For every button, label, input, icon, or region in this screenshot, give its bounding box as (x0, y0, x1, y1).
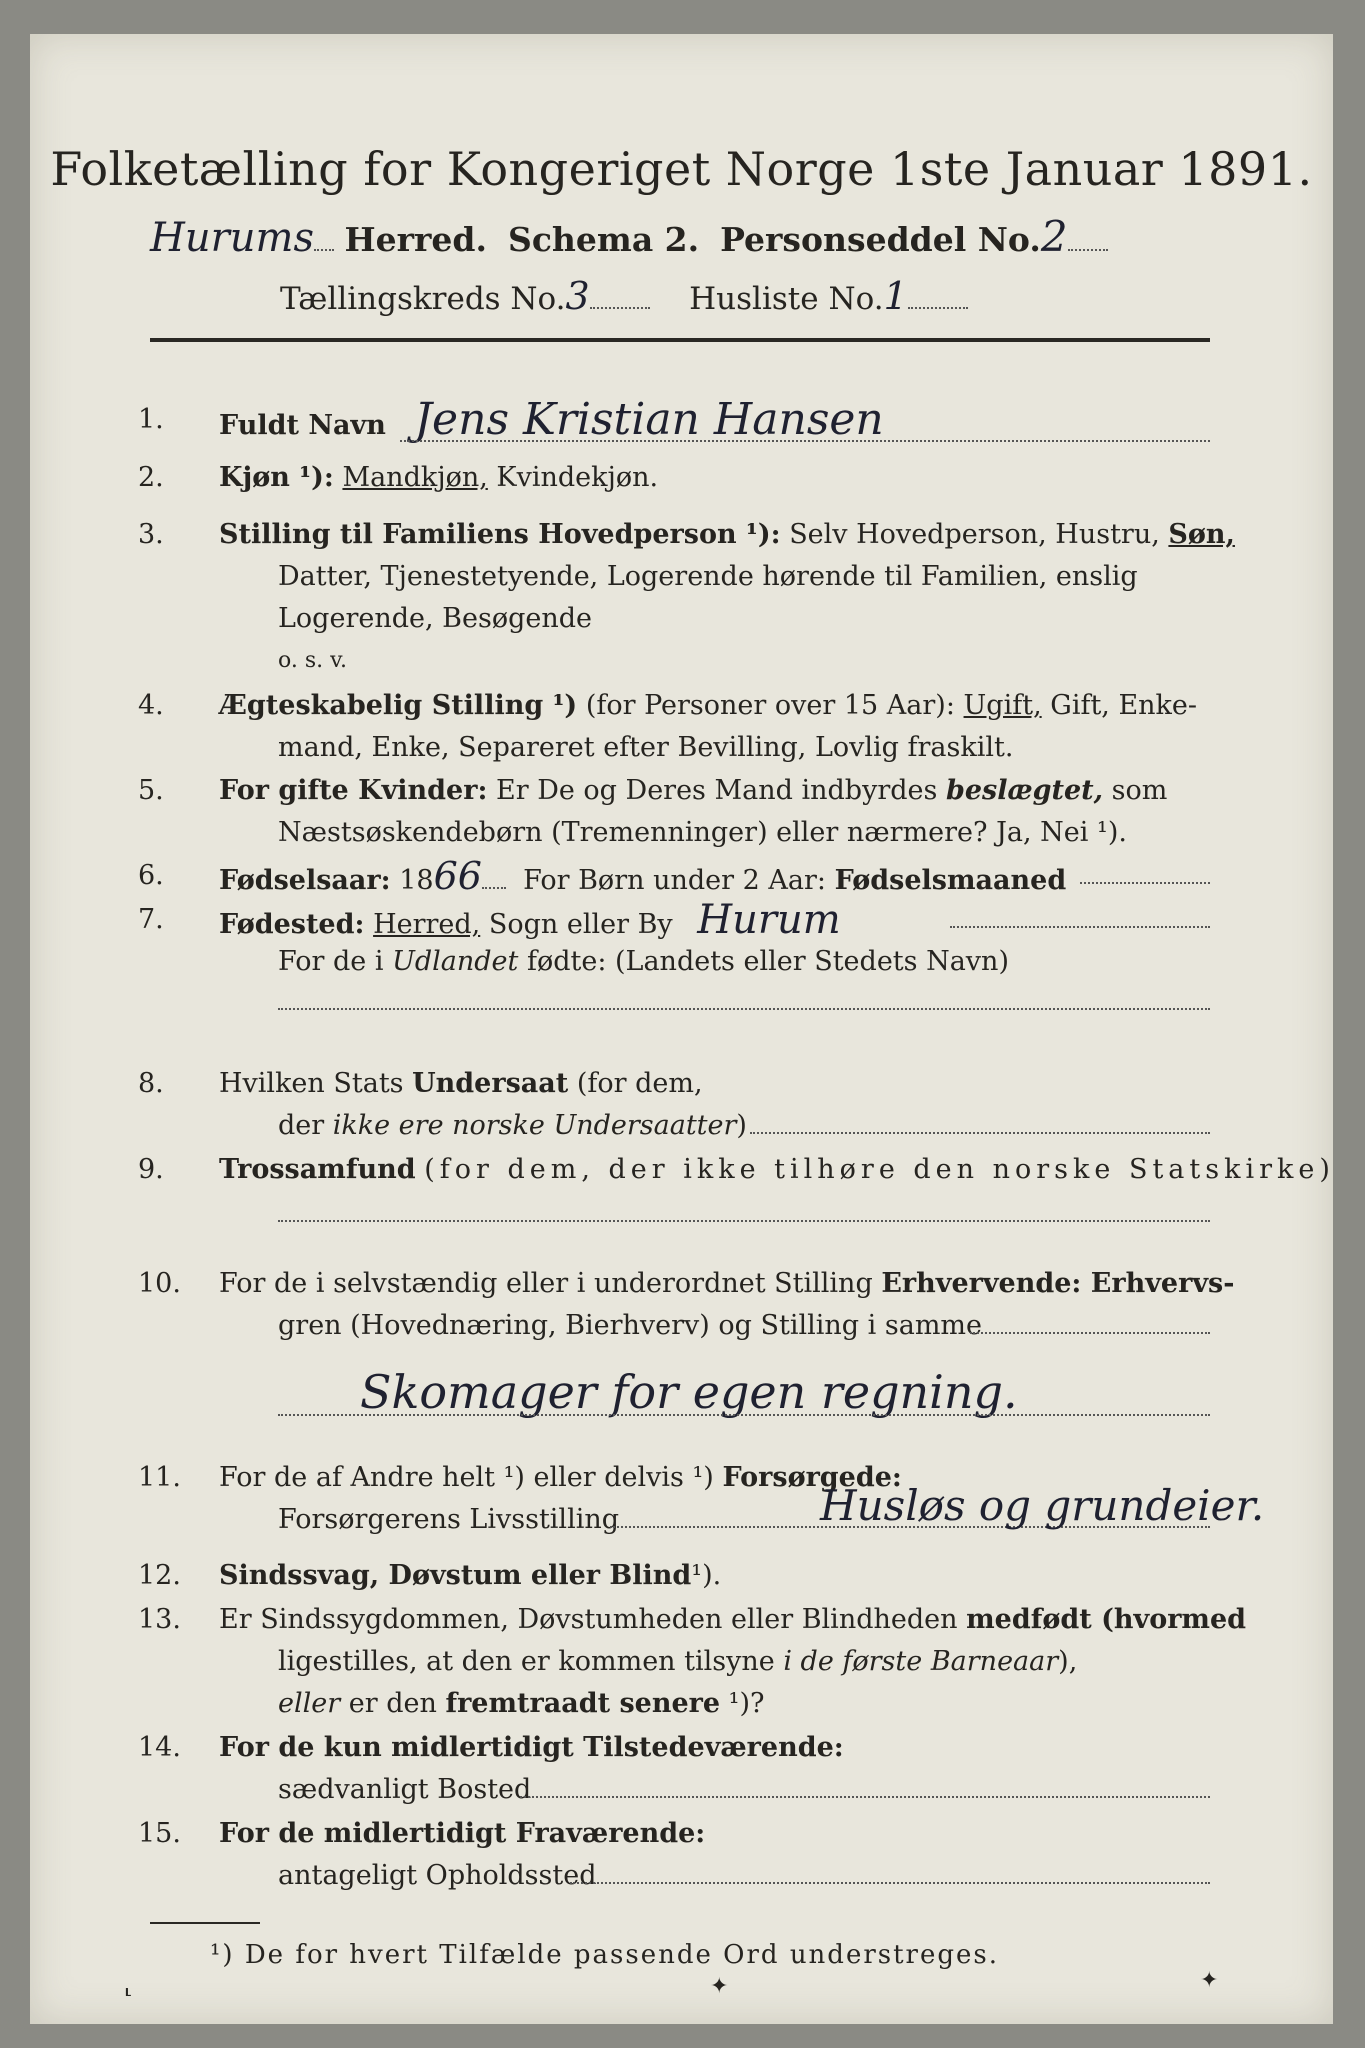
item-number: 3. (138, 519, 164, 550)
erhverv-answer: Skomager for egen regning. (360, 1365, 1018, 1419)
stilling-line-3: Logerende, Besøgende (278, 603, 592, 634)
margin-mark: ✦ (710, 1974, 729, 1999)
fodested-answer: Hurum (697, 897, 841, 943)
item-1 (30, 394, 1333, 445)
forsorger-label: Forsørgerens Livsstilling (278, 1504, 620, 1535)
item-2 (30, 456, 1333, 500)
gifte-kvinder-line-2: Næstsøskendebørn (Tremenninger) eller nærmere? Ja, Nei ¹). (278, 817, 1127, 848)
item-number: 8. (138, 1068, 164, 1099)
personseddel-label: Personseddel No. (720, 220, 1041, 259)
item-number: 5. (138, 775, 164, 806)
item-number: 1. (138, 404, 164, 435)
opholdssted-label: antageligt Opholdssted (278, 1860, 597, 1891)
item-number: 10. (138, 1268, 181, 1299)
husliste-label: Husliste No. (689, 281, 884, 317)
fodested-selected-option: Herred, (373, 909, 481, 940)
fravaerende-label: For de midlertidigt Fraværende: (219, 1818, 706, 1849)
born-label: For Børn under 2 Aar: (523, 865, 826, 896)
kreds-value: 3 (565, 274, 590, 318)
kreds-label: Tællingskreds No. (280, 281, 566, 317)
undersaat-emph: ikke ere norske Undersaatter (332, 1110, 737, 1141)
aegteskabelig-label: Ægteskabelig Stilling ¹) (219, 690, 578, 721)
medfodt-emph: i de første Barneaar (783, 1646, 1059, 1677)
erhverv-text-a: For de i selvstændig eller i underordnet Stilling (219, 1268, 873, 1299)
herred-label: Herred. (344, 220, 487, 259)
item-number: 6. (138, 860, 164, 891)
fuldt-navn-label: Fuldt Navn (219, 410, 386, 441)
bosted-label: sædvanligt Bosted (278, 1774, 532, 1805)
kjon-selected-option: Mandkjøn, (342, 462, 488, 493)
herred-value: Hurums (150, 215, 314, 261)
undersaat-label: Undersaat (412, 1068, 569, 1099)
item-number: 15. (138, 1818, 181, 1849)
undersaat-text-a: Hvilken Stats (219, 1068, 404, 1099)
item-number: 12. (138, 1560, 181, 1591)
gifte-kvinder-text: Er De og Deres Mand indbyrdes (496, 775, 938, 806)
item-14 (30, 1726, 1333, 1770)
item-number: 4. (138, 690, 164, 721)
trossamfund-text: (for dem, der ikke tilhøre den norske Statskirke) (424, 1154, 1335, 1185)
erhverv-label: Erhvervende: Erhvervs- (881, 1268, 1235, 1299)
undersaat-text-c: (for dem, (576, 1068, 703, 1099)
husliste-value: 1 (883, 274, 908, 318)
item-6 (30, 854, 1333, 898)
item-number: 11. (138, 1462, 181, 1493)
schema-label: Schema 2. (507, 220, 700, 259)
item-number: 9. (138, 1154, 164, 1185)
medfodt-label: medfødt (hvormed (966, 1604, 1247, 1635)
udlandet-emph: Udlandet (392, 946, 519, 977)
item-15 (30, 1812, 1333, 1856)
fodested-label: Fødested: (219, 909, 365, 940)
medfodt-line-3-text: er den (348, 1688, 437, 1719)
stilling-selected-option: Søn, (1168, 519, 1235, 550)
forsorgede-text: For de af Andre helt ¹) eller delvis ¹) (219, 1462, 714, 1493)
fodselsaar-label: Fødselsaar: (219, 865, 391, 896)
erhverv-line-2: gren (Hovednæring, Bierhverv) og Stilling i samme (278, 1310, 983, 1341)
kjon-option: Kvindekjøn. (496, 462, 659, 493)
forsorger-answer: Husløs og grundeier. (820, 1481, 1265, 1530)
sindssvag-end: ¹). (691, 1560, 722, 1591)
udlandet-text-b: fødte: (Landets eller Stedets Navn) (526, 946, 1009, 977)
personseddel-value: 2 (1040, 212, 1068, 261)
fodselsmaaned-label: Fødselsmaaned (834, 865, 1067, 896)
fodested-options: Sogn eller By (488, 909, 673, 940)
stilling-line-4: o. s. v. (278, 648, 347, 673)
kjon-label: Kjøn ¹): (219, 462, 334, 493)
tilstedevaerende-label: For de kun midlertidigt Tilstedeværende: (219, 1732, 844, 1763)
form-subheader-2 (280, 274, 968, 318)
trossamfund-label: Trossamfund (219, 1154, 416, 1185)
item-12 (30, 1554, 1333, 1598)
fuldt-navn-answer: Jens Kristian Hansen (414, 394, 884, 445)
item-number: 7. (138, 904, 164, 935)
sindssvag-label: Sindssvag, Døvstum eller Blind (219, 1560, 692, 1591)
medfodt-line-2: ligestilles, at den er kommen tilsyne (278, 1646, 775, 1677)
item-10 (30, 1262, 1333, 1306)
stilling-line-2: Datter, Tjenestetyende, Logerende hørende til Familien, enslig (278, 561, 1138, 592)
aegteskabelig-text: (for Personer over 15 Aar): (585, 690, 955, 721)
aegteskabelig-selected-option: Ugift, (963, 690, 1042, 721)
footnote: ¹) De for hvert Tilfælde passende Ord understreges. (210, 1940, 1000, 1970)
medfodt-text: Er Sindssygdommen, Døvstumheden eller Blindheden (219, 1604, 958, 1635)
item-4 (30, 684, 1333, 728)
footnote-rule (150, 1922, 260, 1924)
aegteskabelig-line-2: mand, Enke, Separeret efter Bevilling, Lovlig fraskilt. (278, 732, 1014, 763)
census-form-sheet: Folketælling for Kongeriget Norge 1ste Januar 1891. Hurums Herred. Schema 2. Personseddel No.2 Tællingskreds No.3 Husliste No.1 1. Fuldt Navn Jens Kristian Hansen 2. Kjøn ¹): Mandkjøn, Kvindekjøn. 3. Stilling til Familiens Hovedperson ¹): Selv Hovedperson, Hustru, Søn, Datter, Tjenestetyende, Logerende hørende til Familien, enslig Logerende, Besøgende o. s. v. 4. Ægteskabelig Stilling ¹) (for Personer over 15 Aar): Ugift, Gift, Enke- mand, Enke, Separeret efter Bevilling, Lovlig fraskilt. 5. For gifte Kvinder: Er De og Deres Mand indbyrdes beslægtet, som Næstsøskendebørn (Tremenninger) eller nærmere? Ja, Nei ¹). 6. Fødselsaar: 1866 For Børn under 2 Aar: Fødselsmaaned 7. Fødested: Herred, Sogn eller By Hurum For de i Udlandet fødte: (Landets eller Stedets Navn) 8. Hvilken Stats Undersaat (for dem, der ikke ere norske Undersaatter) 9. Trossamfund (for dem, der ikke tilhøre den norske Statskirke) 10. For de i selvstændig eller i underordnet Stilling Erhvervende: Erhvervs- gren (Hovednæring, Bierhverv) og Stilling i samme Skomager for egen regning. 11. For de af Andre helt ¹) eller delvis ¹) Forsørgede: Forsørgerens Livsstilling Husløs og grundeier. 12. Sindssvag, Døvstum eller Blind¹). 13. Er Sindssygdommen, Døvstumheden eller Blindheden medfødt (hvormed ligestilles, at den er kommen tilsyne i de første Barneaar), eller er den fremtraadt senere ¹)? 14. For de kun midlertidigt Tilstedeværende: sædvanligt Bosted 15. For de midlertidigt Fraværende: antageligt Opholdssted ¹) De for hvert Tilfælde passende Ord understreges. ⸤ ✦ ✦ (30, 34, 1333, 2024)
item-8 (30, 1062, 1333, 1106)
gifte-kvinder-end: som (1111, 775, 1168, 806)
item-13 (30, 1598, 1333, 1642)
forsorgede-label: Forsørgede: (722, 1462, 902, 1493)
fodselsaar-value: 66 (433, 854, 482, 898)
medfodt-line-3-emph: eller (278, 1688, 341, 1719)
aegteskabelig-options: Gift, Enke- (1050, 690, 1198, 721)
medfodt-line-2-end: ), (1058, 1646, 1078, 1677)
form-title: Folketælling for Kongeriget Norge 1ste Januar 1891. (50, 142, 1313, 196)
item-number: 2. (138, 462, 164, 493)
item-9 (30, 1148, 1333, 1192)
fremtraadt-label: fremtraadt senere (445, 1688, 721, 1719)
item-3 (30, 513, 1333, 557)
fodselsaar-prefix: 18 (399, 865, 434, 896)
stilling-label: Stilling til Familiens Hovedperson ¹): (219, 519, 781, 550)
gifte-kvinder-label: For gifte Kvinder: (219, 775, 488, 806)
header-rule (150, 338, 1210, 342)
medfodt-line-3-end: ¹)? (728, 1688, 765, 1719)
item-number: 14. (138, 1732, 181, 1763)
item-number: 13. (138, 1604, 181, 1635)
item-5 (30, 769, 1333, 813)
undersaat-line-2-a: der (278, 1110, 325, 1141)
item-7 (30, 898, 1333, 942)
margin-mark: ✦ (1200, 1968, 1219, 1993)
gifte-kvinder-emph: beslægtet, (945, 775, 1104, 806)
margin-mark: ⸤ (124, 1974, 133, 1999)
udlandet-text-a: For de i (278, 946, 384, 977)
form-subheader (150, 212, 1108, 261)
stilling-options: Selv Hovedperson, Hustru, (789, 519, 1160, 550)
